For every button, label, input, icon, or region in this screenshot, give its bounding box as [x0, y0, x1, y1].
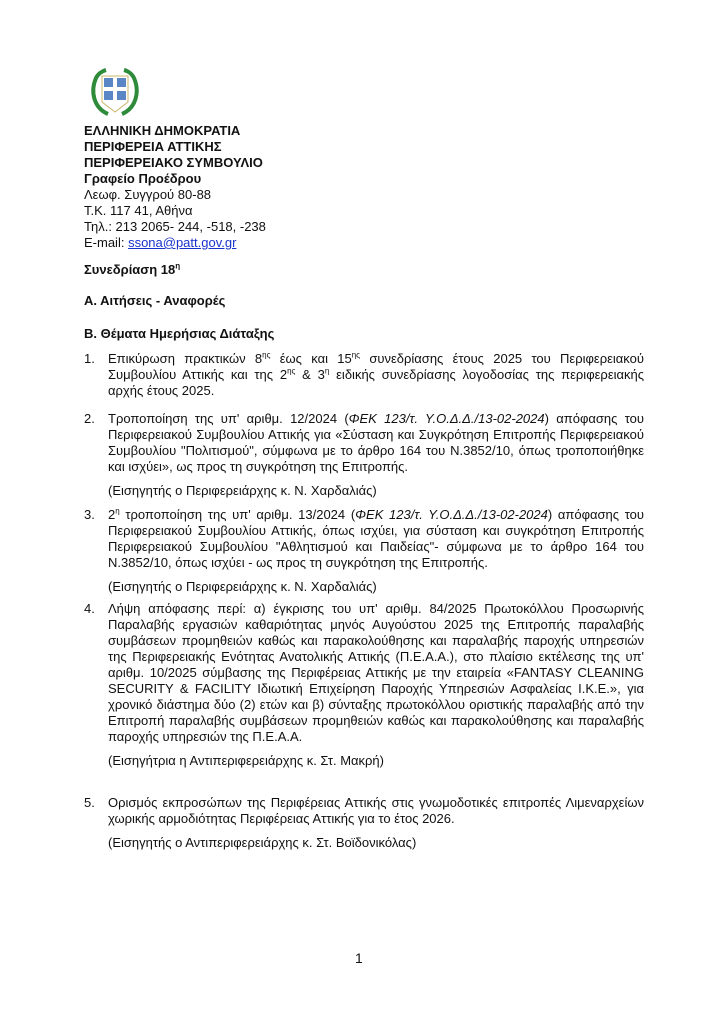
header-postal: Τ.Κ. 117 41, Αθήνα: [84, 203, 193, 218]
letterhead: [84, 123, 266, 251]
header-phone: Τηλ.: 213 2065- 244, -518, -238: [84, 219, 266, 234]
item-number: 5.: [84, 795, 95, 810]
item-number: 4.: [84, 601, 95, 616]
item-rapporteur: (Εισηγητής ο Περιφερειάρχης κ. Ν. Χαρδαλιάς): [108, 483, 377, 498]
item-text: $2^\eta$ τροποποίηση της υπ' αριθμ. 13/2024 (ΦΕΚ 123/τ. Υ.Ο.Δ.Δ./13-02-2024) απόφασης του Περιφερειακού Συμβουλίου Αττικής, όπως ισχύει, για σύσταση και συγκρότηση Επιτροπής Περιφερειακού Συμβουλίου "Αθλητισμού και Παιδείας"- σύμφωνα με το άρθρο 164 του Ν.3852/10, όπως ισχύει - ως προς τη συγκρότηση της Επιτροπής.: [108, 506, 645, 570]
agenda-item-4: [84, 601, 644, 769]
email-link[interactable]: ssona@patt.gov.gr: [128, 235, 237, 250]
session-title: [84, 262, 180, 277]
item-number: 2.: [84, 411, 95, 426]
header-address: Λεωφ. Συγγρού 80-88: [84, 187, 212, 202]
agenda-item-3: [84, 507, 644, 595]
page-number: 1: [355, 950, 363, 966]
agenda-item-1: [84, 351, 644, 399]
item-text: Επικύρωση πρακτικών $8^{\eta\varsigma}$ έως και $15^{\eta\varsigma}$ συνεδρίασης έτους 2025 του Περιφερειακού Συμβουλίου Αττικής και της $2^{\eta\varsigma}$ & $3^\eta$ ειδικής συνεδρίασης λογοδοσίας της περιφερειακής αρχής έτους 2025.: [108, 350, 645, 398]
header-email-line: [84, 235, 266, 251]
email-label: E-mail:: [84, 235, 129, 250]
header-office: Γραφείο Προέδρου: [84, 171, 202, 186]
item-rapporteur: (Εισηγητής ο Αντιπεριφερειάρχης κ. Στ. Βοϊδονικόλας): [108, 835, 417, 850]
header-council: ΠΕΡΙΦΕΡΕΙΑΚΟ ΣΥΜΒΟΥΛΙΟ: [84, 155, 263, 170]
session-text: Συνεδρίαση 18: [84, 262, 176, 277]
item-text: Τροποποίηση της υπ' αριθμ. 12/2024 (ΦΕΚ 123/τ. Υ.Ο.Δ.Δ./13-02-2024) απόφασης του Περιφερειακού Συμβουλίου Αττικής για «Σύσταση και Συγκρότηση Επιτροπής Περιφερειακού Συμβουλίου "Πολιτισμού", σύμφωνα με το άρθρο 164 του Ν.3852/10, όπως τροποποιήθηκε και ισχύει», ως προς τη συγκρότηση της Επιτροπής.: [108, 411, 644, 474]
item-number: 1.: [84, 351, 95, 366]
greek-coat-of-arms-icon: [88, 66, 142, 120]
header-country: ΕΛΛΗΝΙΚΗ ΔΗΜΟΚΡΑΤΙΑ: [84, 123, 241, 138]
item-number: 3.: [84, 507, 95, 522]
item-rapporteur: (Εισηγητής ο Περιφερειάρχης κ. Ν. Χαρδαλιάς): [108, 579, 377, 594]
agenda-item-5: [84, 795, 644, 851]
item-text: Λήψη απόφασης περί: α) έγκρισης του υπ' αριθμ. 84/2025 Πρωτοκόλλου Προσωρινής Παραλαβής εργασιών καθαριότητας μηνός Αυγούστου 2025 της Επιτροπής παραλαβής συμβάσεων προμηθειών καθώς και παρακολούθησης και παραλαβής παροχής υπηρεσιών της Περιφερειακής Ενότητας Ανατολικής Αττικής (Π.Ε.Α.Α.), στο πλαίσιο εκτέλεσης της υπ' αριθμ. 10/2025 σύμβασης της Περιφέρειας Αττικής με την εταιρεία «FANTASY CLEANING SECURITY & FACILITY Ιδιωτική Επιχείρηση Παροχής Υπηρεσιών Ασφαλείας Ι.Κ.Ε.», για χρονικό διάστημα δύο (2) ετών και β) σύνταξης πρωτοκόλλου οριστικής παραλαβής από την Επιτροπή παραλαβής συμβάσεων προμηθειών καθώς και παρακολούθησης και παραλαβής παροχής υπηρεσιών της Π.Ε.Α.Α.: [108, 601, 644, 744]
section-a-heading: Α. Αιτήσεις - Αναφορές: [84, 293, 226, 308]
agenda-item-2: [84, 411, 644, 499]
item-text: Ορισμός εκπροσώπων της Περιφέρειας Αττικής στις γνωμοδοτικές επιτροπές Λιμεναρχείων χωρικής αρμοδιότητας Περιφέρειας Αττικής για το έτος 2026.: [108, 795, 644, 826]
header-region: ΠΕΡΙΦΕΡΕΙΑ ΑΤΤΙΚΗΣ: [84, 139, 222, 154]
session-sup: η: [175, 261, 181, 271]
section-b-heading: Β. Θέματα Ημερήσιας Διάταξης: [84, 326, 275, 341]
item-rapporteur: (Εισηγήτρια η Αντιπεριφερειάρχης κ. Στ. Μακρή): [108, 753, 384, 768]
